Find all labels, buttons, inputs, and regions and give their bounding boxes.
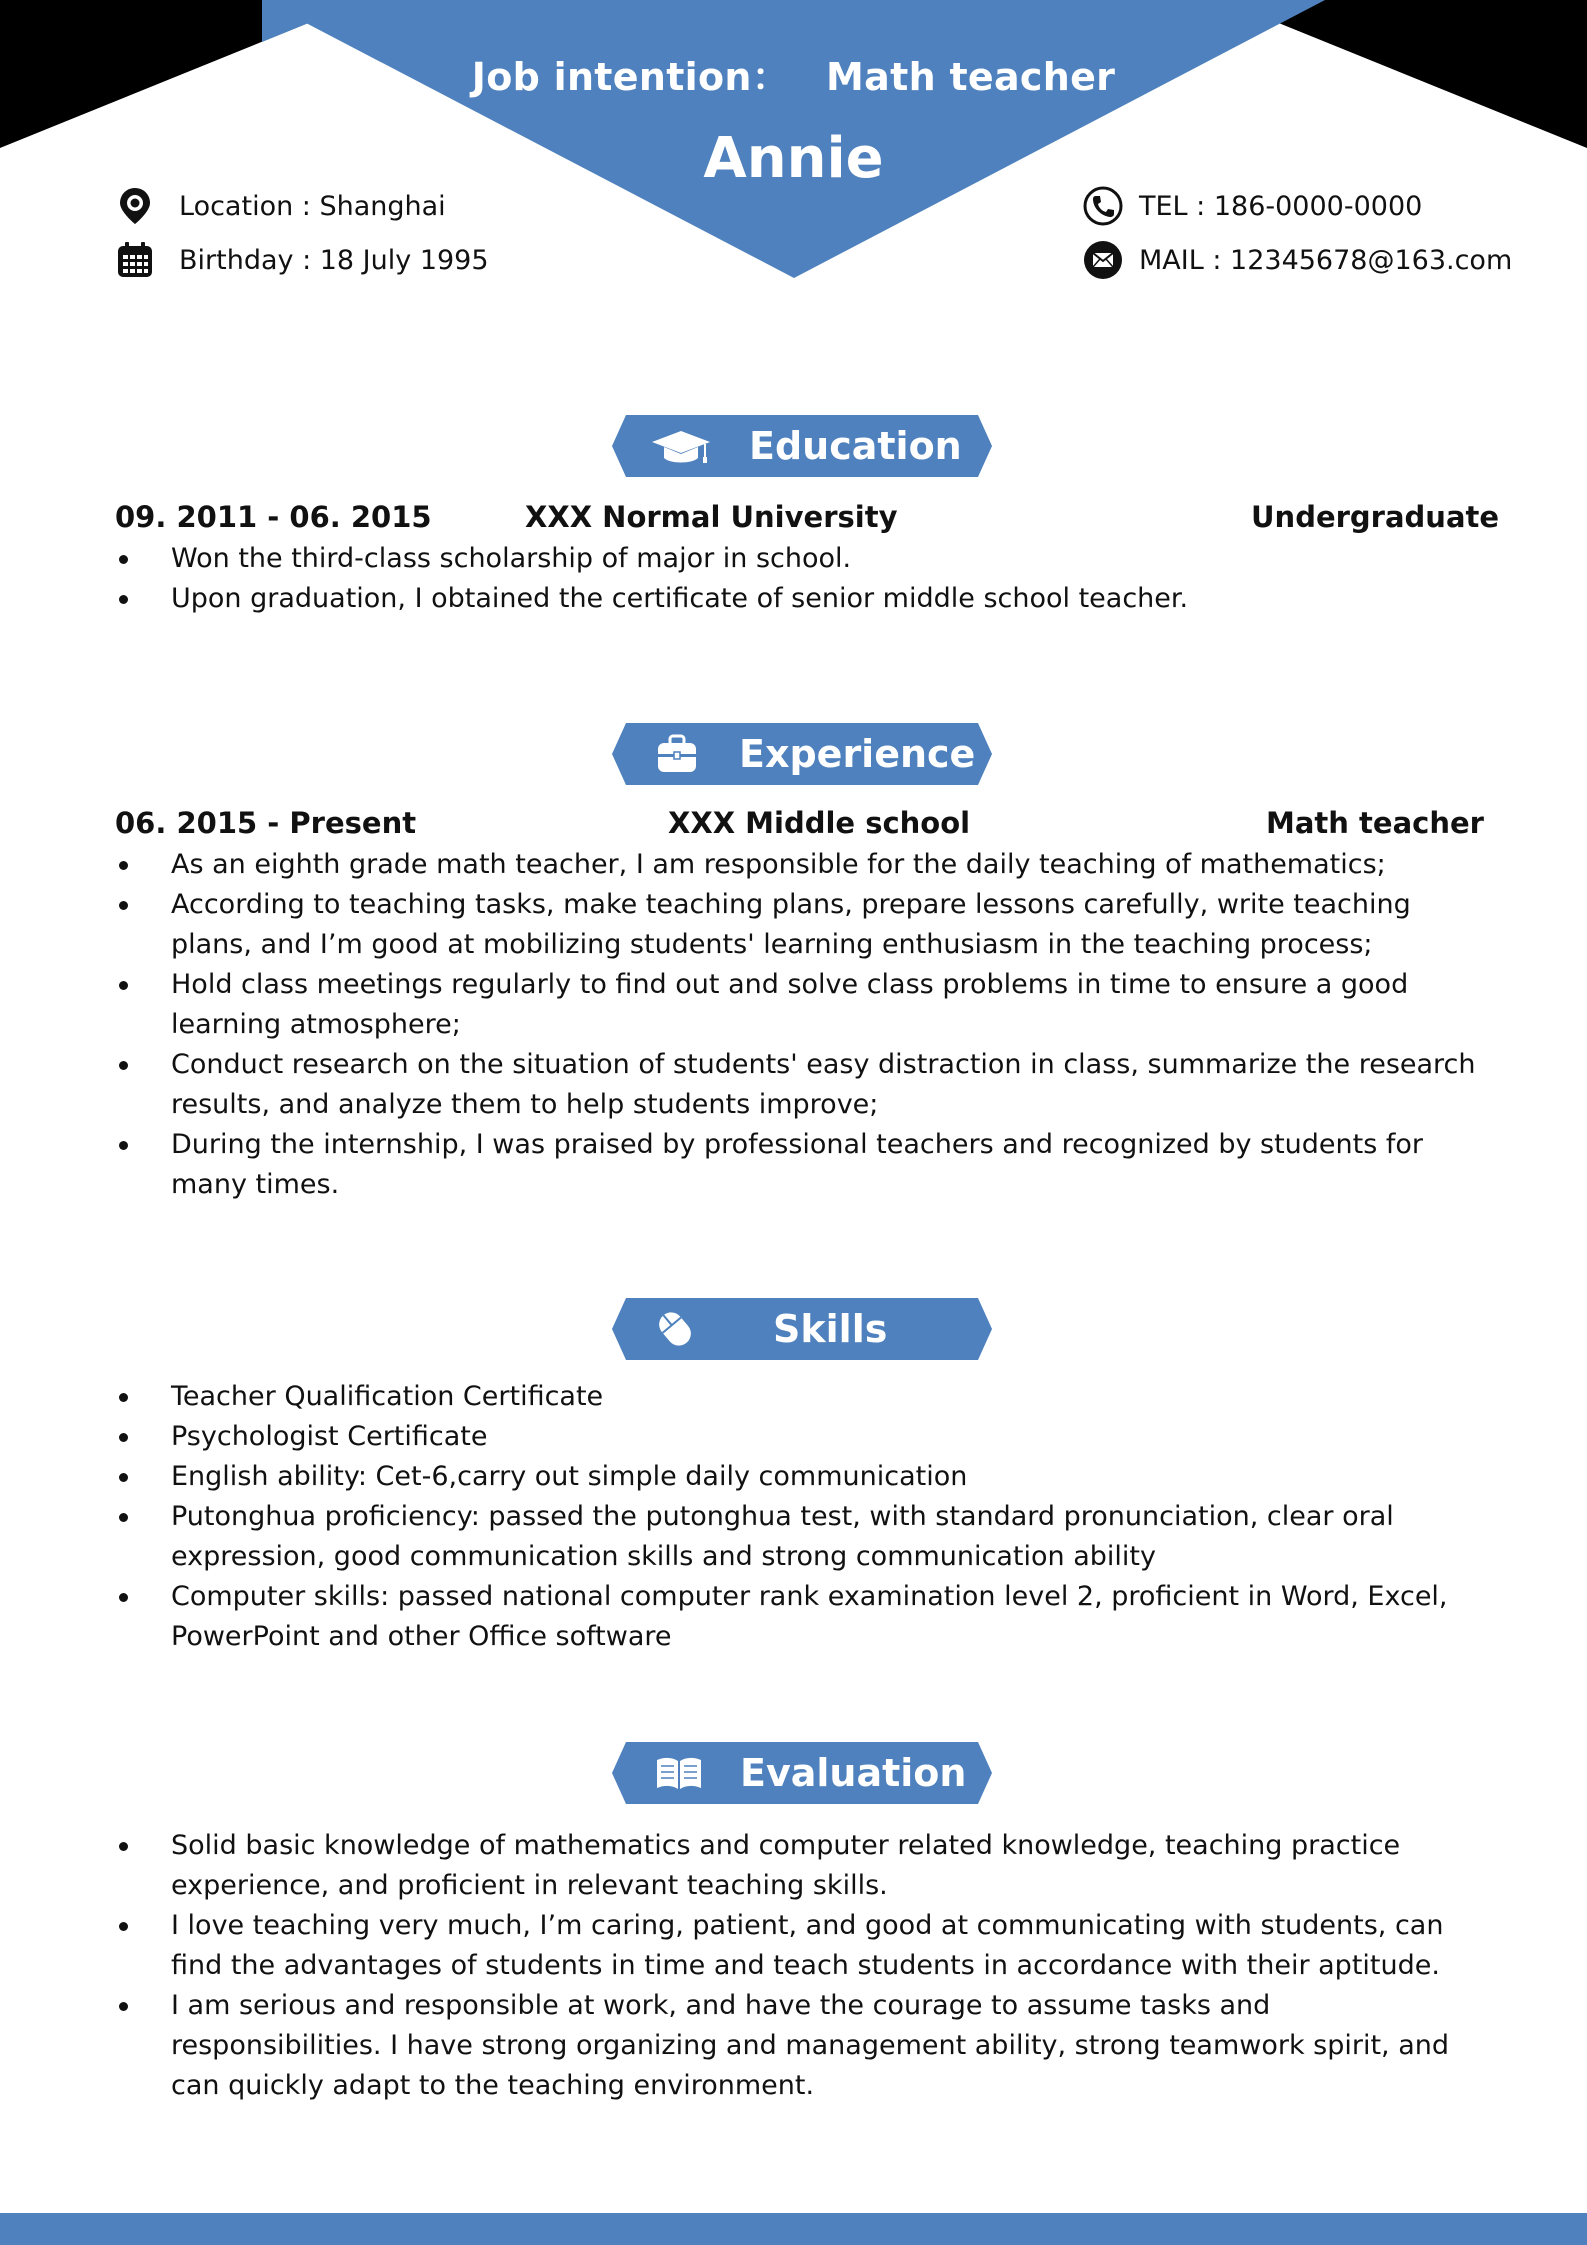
education-section-header <box>612 415 992 477</box>
phone-icon <box>1083 186 1123 226</box>
list-item: Won the third-class scholarship of major in school. <box>115 539 1485 579</box>
list-item: Conduct research on the situation of students' easy distraction in class, summarize the research results, and analyze them to help students improve; <box>115 1045 1485 1125</box>
experience-org: XXX Middle school <box>668 806 971 840</box>
contact-mail <box>1083 240 1512 280</box>
footer-bar <box>0 2213 1587 2245</box>
mail-icon <box>1083 240 1123 280</box>
contact-birthday <box>115 240 489 280</box>
experience-list <box>115 845 1485 1205</box>
list-item: Solid basic knowledge of mathematics and computer related knowledge, teaching practice experience, and proficient in relevant teaching skills. <box>115 1826 1485 1906</box>
candidate-name: Annie <box>703 126 884 191</box>
education-period: 09. 2011 - 06. 2015 <box>115 500 432 534</box>
job-intention <box>0 46 1587 101</box>
experience-role: Math teacher <box>1266 806 1484 840</box>
skills-section-header <box>612 1298 992 1360</box>
contact-location <box>115 186 446 226</box>
list-item: Putonghua proficiency: passed the putonghua test, with standard pronunciation, clear oral expression, good communication skills and strong communication ability <box>115 1497 1485 1577</box>
list-item: I am serious and responsible at work, and have the courage to assume tasks and responsibilities. I have strong organizing and management ability, strong teamwork spirit, and can quickly adapt to the teaching environment. <box>115 1986 1485 2106</box>
calendar-icon <box>115 240 155 280</box>
list-item: I love teaching very much, I’m caring, patient, and good at communicating with students, can find the advantages of students in time and teach students in accordance with their aptitude. <box>115 1906 1485 1986</box>
education-role: Undergraduate <box>1251 500 1500 534</box>
evaluation-list <box>115 1826 1485 2106</box>
list-item: Psychologist Certificate <box>115 1417 1485 1457</box>
skills-list <box>115 1377 1485 1657</box>
experience-section-header <box>612 723 992 785</box>
job-intention-label: Job intention： <box>471 55 791 99</box>
list-item: Teacher Qualification Certificate <box>115 1377 1485 1417</box>
list-item: Computer skills: passed national computer rank examination level 2, proficient in Word, Excel, PowerPoint and other Office software <box>115 1577 1485 1657</box>
list-item: English ability: Cet-6,carry out simple daily communication <box>115 1457 1485 1497</box>
contact-tel <box>1083 186 1422 226</box>
list-item: During the internship, I was praised by professional teachers and recognized by students for many times. <box>115 1125 1485 1205</box>
evaluation-section-header <box>612 1742 992 1804</box>
mail-text: MAIL : 12345678@163.com <box>1139 244 1513 276</box>
education-org: XXX Normal University <box>525 500 898 534</box>
job-intention-value: Math teacher <box>826 55 1116 99</box>
briefcase-icon <box>656 733 698 775</box>
list-item: As an eighth grade math teacher, I am responsible for the daily teaching of mathematics; <box>115 845 1485 885</box>
education-list <box>115 539 1485 619</box>
birthday-text: Birthday : 18 July 1995 <box>179 244 489 276</box>
experience-title: Experience <box>739 732 976 776</box>
mouse-icon <box>652 1308 694 1350</box>
tel-text: TEL : 186-0000-0000 <box>1139 190 1423 222</box>
experience-period: 06. 2015 - Present <box>115 806 417 840</box>
evaluation-title: Evaluation <box>740 1751 967 1795</box>
graduation-cap-icon <box>650 425 692 467</box>
list-item: Hold class meetings regularly to find out and solve class problems in time to ensure a good learning atmosphere; <box>115 965 1485 1045</box>
education-title: Education <box>749 424 962 468</box>
location-pin-icon <box>115 186 155 226</box>
open-book-icon <box>654 1752 696 1794</box>
list-item: Upon graduation, I obtained the certificate of senior middle school teacher. <box>115 579 1485 619</box>
list-item: According to teaching tasks, make teaching plans, prepare lessons carefully, write teaching plans, and I’m good at mobilizing students' learning enthusiasm in the teaching process; <box>115 885 1485 965</box>
skills-title: Skills <box>773 1307 888 1351</box>
location-text: Location : Shanghai <box>179 190 446 222</box>
